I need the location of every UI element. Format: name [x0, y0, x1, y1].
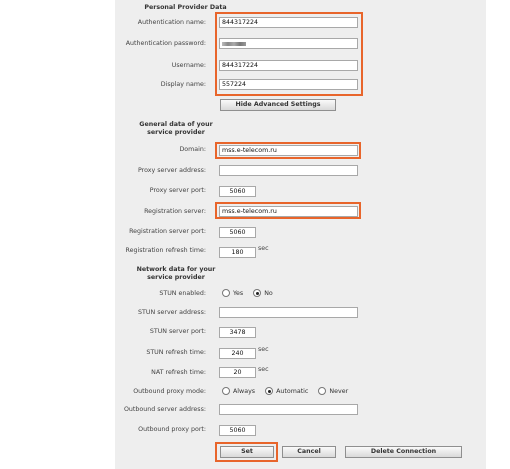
nat-refresh-unit: sec: [258, 366, 269, 373]
outbound-server-address-label: Outbound server address:: [123, 406, 206, 413]
nat-refresh-input[interactable]: 20: [219, 367, 256, 378]
stun-yes-option[interactable]: [222, 289, 243, 297]
auth-name-input[interactable]: 844317224: [219, 17, 358, 28]
outbound-proxy-mode-radio-group: [222, 387, 356, 395]
outbound-never-option[interactable]: [318, 387, 348, 395]
outbound-proxy-port-input[interactable]: 5060: [219, 425, 256, 436]
stun-server-address-input[interactable]: [219, 307, 358, 318]
stun-refresh-input[interactable]: 240: [219, 348, 256, 359]
stun-yes-radio[interactable]: [222, 289, 230, 297]
nat-refresh-label: NAT refresh time:: [151, 369, 206, 376]
registration-refresh-unit: sec: [258, 245, 269, 252]
stun-enabled-radio-group: [222, 289, 281, 297]
highlight-set-button: [215, 442, 278, 462]
proxy-server-address-label: Proxy server address:: [137, 167, 206, 174]
network-data-title-1: Network data for your: [136, 266, 216, 273]
stun-no-option[interactable]: [253, 289, 273, 297]
stun-refresh-unit: sec: [258, 346, 269, 353]
stun-server-address-label: STUN server address:: [138, 309, 206, 316]
general-data-title-1: General data of your: [139, 121, 213, 128]
proxy-server-port-input[interactable]: 5060: [219, 186, 256, 197]
outbound-server-address-input[interactable]: [219, 404, 358, 415]
set-button[interactable]: Set: [220, 446, 274, 458]
hide-advanced-settings-button[interactable]: Hide Advanced Settings: [220, 99, 336, 111]
outbound-never-label: Never: [329, 388, 349, 395]
outbound-automatic-radio[interactable]: [265, 387, 273, 395]
proxy-server-port-label: Proxy server port:: [149, 187, 206, 194]
stun-refresh-label: STUN refresh time:: [146, 349, 206, 356]
domain-input[interactable]: mss.e-telecom.ru: [219, 145, 358, 156]
stun-yes-label: Yes: [233, 290, 244, 297]
outbound-never-radio[interactable]: [318, 387, 326, 395]
registration-server-port-input[interactable]: 5060: [219, 227, 256, 238]
username-input[interactable]: 844317224: [219, 60, 358, 71]
highlight-domain: [215, 142, 361, 159]
stun-server-port-input[interactable]: 3478: [219, 327, 256, 338]
stun-no-label: No: [264, 290, 273, 297]
display-name-input[interactable]: 557224: [219, 79, 358, 90]
outbound-always-option[interactable]: [222, 387, 255, 395]
registration-refresh-label: Registration refresh time:: [125, 247, 206, 254]
highlight-personal-fields: [215, 12, 363, 96]
outbound-always-label: Always: [233, 388, 256, 395]
registration-server-port-label: Registration server port:: [129, 228, 206, 235]
display-name-label: Display name:: [160, 81, 206, 88]
outbound-automatic-option[interactable]: [265, 387, 308, 395]
stun-no-radio[interactable]: [253, 289, 261, 297]
auth-name-label: Authentication name:: [137, 19, 206, 26]
outbound-automatic-label: Automatic: [276, 388, 309, 395]
proxy-server-address-input[interactable]: [219, 165, 358, 176]
stun-server-port-label: STUN server port:: [149, 328, 206, 335]
network-data-title-2: service provider: [147, 274, 205, 281]
registration-server-label: Registration server:: [144, 208, 206, 215]
auth-password-label: Authentication password:: [125, 40, 206, 47]
personal-provider-title: Personal Provider Data: [144, 4, 227, 11]
username-label: Username:: [171, 62, 206, 69]
general-data-title-2: service provider: [147, 129, 205, 136]
registration-server-input[interactable]: mss.e-telecom.ru: [219, 206, 358, 217]
delete-connection-button[interactable]: Delete Connection: [345, 446, 462, 458]
cancel-button[interactable]: Cancel: [282, 446, 336, 458]
domain-label: Domain:: [179, 146, 206, 153]
stun-enabled-label: STUN enabled:: [159, 290, 206, 297]
highlight-registration-server: [215, 202, 361, 219]
registration-refresh-input[interactable]: 180: [219, 247, 256, 258]
outbound-proxy-mode-label: Outbound proxy mode:: [133, 388, 206, 395]
outbound-always-radio[interactable]: [222, 387, 230, 395]
outbound-proxy-port-label: Outbound proxy port:: [138, 426, 206, 433]
